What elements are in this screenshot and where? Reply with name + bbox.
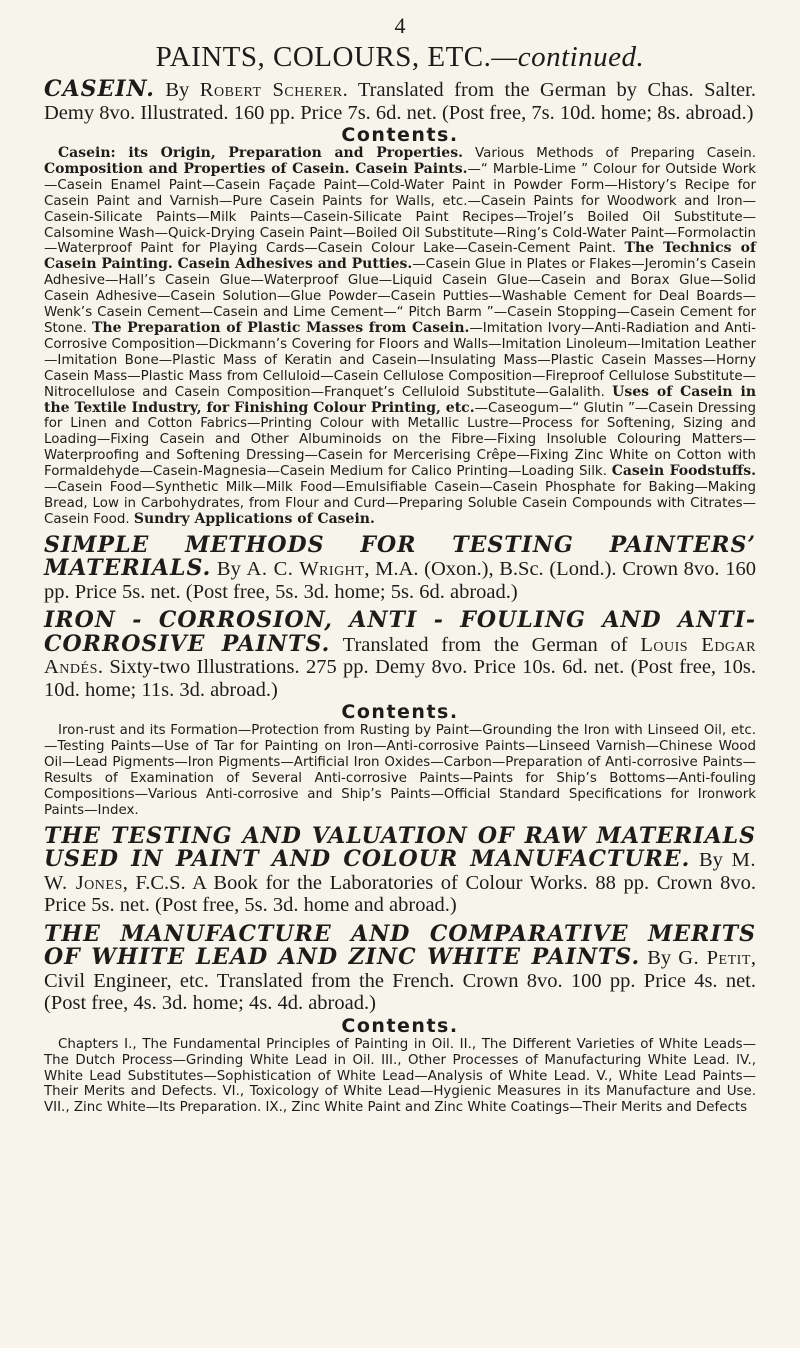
entry-lead: By (211, 558, 247, 581)
contents-text: Chapters I., The Fundamental Principles of Painting in Oil. II., The Different Varieties of White Leads—The Dutch Process—Grinding White Lead in Oil. III., Other Processes of Manufacturing White Lead. IV., White Lead Substitutes—Sophistication of White Lead—Analysis of White Lead. V., White Lead Paints—Their Merits and Defects. VI., Toxicology of White Lead—Hygienic Measures in its Manufacture and Use. VII., Zinc White—Its Preparation. IX., Zinc White Paint and Zinc White Coatings—Their Merits and Defects (44, 1036, 756, 1116)
contents-bold: Sundry Applications of Casein. (133, 510, 375, 527)
book-details: . Sixty-two Illustrations. 275 pp. Demy 8vo. Price 10s. 6d. net. (Post free, 10s. 10d. home; 11s. 3d. abroad.) (44, 656, 756, 701)
contents-run: —“ Marble-Lime ” Colour for Outside Work—Casein Enamel Paint—Casein Façade Paint—Cold-Water Paint in Powder Form—History’s Recipe for Casein Paint and Varnish—Pure Casein Paints for Walls, etc.—Casein Paints for Woodwork and Iron—Casein-Silicate Paints—Milk Paints—Casein-Silicate Paint Recipes—Trojel’s Boiled Oil Substitute—Calsomine Wash—Quick-Drying Casein Paint—Boiled Oil Substitute—Ring’s Cold-Water Paint—Formolactin—Waterproof Paint for Playing Cards—Casein Colour Lake—Casein-Cement Paint. (44, 161, 756, 257)
book-title: THE MANUFACTURE AND COMPARATIVE MERITS OF WHITE LEAD AND ZINC WHITE PAINTS. (44, 920, 756, 971)
contents-bold: Composition and Properties of Casein. Casein Paints. (44, 160, 468, 177)
contents-bold: Casein: its Origin, Preparation and Properties. (58, 145, 463, 161)
book-title: CASEIN. (44, 76, 155, 102)
entry-heading (44, 822, 756, 917)
running-head-continued: —continued. (491, 41, 645, 73)
entry-lead: By (154, 79, 200, 101)
book-author: M. W. Jones (44, 849, 756, 894)
entry-heading (44, 78, 756, 124)
contents-run: —Casein Glue in Plates or Flakes—Jeromin’s Casein Adhesive—Hall’s Casein Glue—Waterproof Glue—Liquid Casein Glue—Casein and Borax Glue—Solid Casein Adhesive—Casein Solution—Glue Powder—Casein Putties—Washable Cement for Deal Boards—Wenk’s Casein Cement—Casein and Lime Cement—“ Pitch Barm ”—Casein Stopping—Casein Cement for Stone. (44, 257, 756, 336)
contents-run: Various Methods of Preparing Casein. (462, 146, 756, 161)
book-details: , F.C.S. A Book for the Laboratories of Colour Works. 88 pp. Crown 8vo. Price 5s. net. (Post free, 5s. 3d. home and abroad.) (44, 871, 756, 917)
page-number: 4 (394, 13, 406, 38)
entry-heading (44, 531, 756, 604)
entry-lead: By (640, 947, 679, 970)
contents-heading: Contents. (341, 124, 459, 146)
book-title: IRON - CORROSION, ANTI - FOULING AND ANTI-CORROSIVE PAINTS. (44, 607, 756, 657)
book-entry-casein (44, 78, 756, 528)
contents-heading: Contents. (341, 701, 459, 724)
entry-heading (44, 920, 756, 1015)
contents-bold: Uses of Casein in the Textile Industry, for Finishing Colour Printing, etc. (44, 383, 756, 416)
contents-bold: The Preparation of Plastic Masses from Casein. (91, 319, 470, 336)
book-author: G. Petit (678, 947, 751, 970)
book-author: A. C. Wright (246, 558, 365, 581)
contents-text: Iron-rust and its Formation—Protection from Rusting by Paint—Grounding the Iron with Linseed Oil, etc.—Testing Paints—Use of Tar for Painting on Iron—Anti-corrosive Paints—Linseed Varnish—Chinese Wood Oil—Lead Pigments—Iron Pigments—Artificial Iron Oxides—Carbon—Preparation of Anti-corrosive Paints—Results of Examination of Several Anti-corrosive Paints—Paints for Ship’s Bottoms—Anti-fouling Compositions—Various Anti-corrosive and Ship’s Paints—Official Standard Specifications for Ironwork Paints—Index. (44, 723, 756, 818)
contents-run: —Caseogum—“ Glutin ”—Casein Dressing for Linen and Cotton Fabrics—Printing Colour with Metallic Lustre—Process for Softening, Sizing and Loading—Fixing Casein and Other Albuminoids on the Fibre—Fixing Insoluble Colouring Matters—Waterproofing and Softening Dressing—Casein for Mercerising Crêpe—Fixing Zinc White on Cotton with Formaldehyde—Casein-Magnesia—Casein Medium for Calico Printing—Loading Silk. (44, 400, 757, 480)
running-head (44, 40, 756, 74)
book-author: Robert Scherer (199, 79, 343, 101)
book-author: Louis Edgar Andés (44, 633, 756, 679)
running-head-main: PAINTS, COLOURS, ETC. (155, 41, 492, 73)
book-entry-iron-corrosion (44, 609, 756, 818)
entry-lead: Translated from the German of (330, 633, 641, 656)
contents-run: —Casein Food—Synthetic Milk—Milk Food—Emulsifiable Casein—Casein Phosphate for Baking—Making Bread, Low in Carbohydrates, from Flour and Curd—Preparing Soluble Casein Compounds with Citrates—Casein Food. (44, 480, 756, 527)
contents-heading: Contents. (341, 1014, 459, 1037)
book-title: THE TESTING AND VALUATION OF RAW MATERIALS USED IN PAINT AND COLOUR MANUFACTURE. (44, 822, 756, 873)
contents-bold: Casein Foodstuffs. (611, 463, 756, 480)
book-title: SIMPLE METHODS FOR TESTING PAINTERS’ MATERIALS. (44, 531, 756, 582)
book-details: . Translated from the German by Chas. Salter. Demy 8vo. Illustrated. 160 pp. Price 7s. 6d. net. (Post free, 7s. 10d. home; 8s. abroad.) (44, 79, 756, 124)
book-entry-testing-materials (44, 531, 756, 604)
contents-run: —Imitation Ivory—Anti-Radiation and Anti-Corrosive Composition—Dickmann’s Covering for Floors and Walls—Imitation Linoleum—Imitation Leather—Imitation Bone—Plastic Mass of Keratin and Casein—Insulating Mass—Plastic Casein Masses—Horny Casein Mass—Plastic Mass from Celluloid—Casein Cellulose Composition—Fireproof Cellulose Substitute—Nitrocellulose and Casein Composition—Franquet’s Celluloid Substitute—Galalith. (44, 320, 757, 400)
entry-lead: By (690, 849, 732, 872)
entry-heading (44, 609, 756, 701)
book-entry-testing-valuation (44, 822, 756, 917)
book-details: , Civil Engineer, etc. Translated from the French. Crown 8vo. 100 pp. Price 4s. net. (Post free, 4s. 3d. home; 4s. 4d. abroad.) (44, 947, 756, 1015)
contents-bold: The Technics of Casein Painting. Casein Adhesives and Putties. (44, 240, 756, 273)
contents-text (44, 146, 756, 528)
book-entry-white-lead (44, 920, 756, 1117)
book-details: , M.A. (Oxon.), B.Sc. (Lond.). Crown 8vo. 160 pp. Price 5s. net. (Post free, 5s. 3d. home; 5s. 6d. abroad.) (44, 558, 756, 603)
